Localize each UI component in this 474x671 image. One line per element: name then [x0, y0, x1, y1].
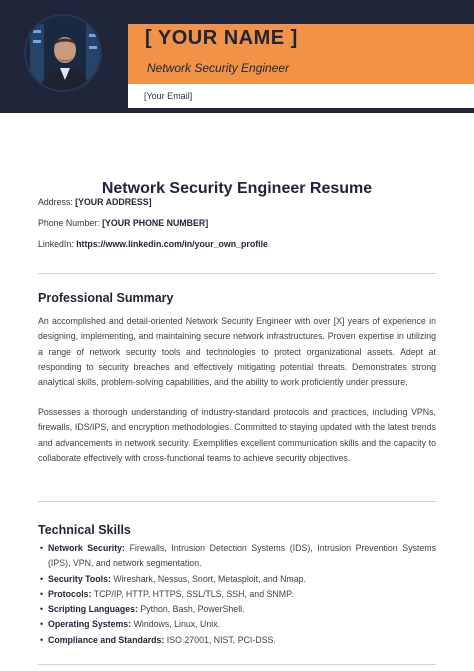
avatar: [24, 14, 102, 92]
divider: [38, 273, 436, 274]
linkedin-link[interactable]: https://www.linkedin.com/in/your_own_profile: [76, 239, 268, 249]
address-line: [38, 197, 152, 207]
skill-item: [40, 572, 436, 587]
phone-value: [YOUR PHONE NUMBER]: [102, 218, 209, 228]
skill-value: Wireshark, Nessus, Snort, Metasploit, and Nmap.: [113, 573, 306, 584]
linkedin-line: [38, 239, 268, 249]
skill-label: Operating Systems:: [48, 619, 132, 630]
summary-heading: Professional Summary: [38, 291, 174, 305]
email: [Your Email]: [144, 91, 193, 101]
skill-item: [40, 541, 436, 572]
skill-value: Firewalls, Intrusion Detection Systems (IDS), Intrusion Prevention Systems (IPS), VPN, and network segmentation.: [48, 543, 436, 569]
skill-label: Network Security:: [48, 543, 125, 553]
document-title: Network Security Engineer Resume: [101, 180, 373, 197]
address-value: [YOUR ADDRESS]: [75, 197, 152, 207]
phone-line: [38, 218, 208, 228]
divider: [38, 501, 436, 502]
skills-heading: Technical Skills: [38, 523, 131, 537]
skill-label: Security Tools:: [48, 573, 111, 584]
address-label: Address:: [38, 197, 73, 207]
resume-name: [ YOUR NAME ]: [145, 27, 298, 49]
skill-value: Windows, Linux, Unix.: [133, 619, 221, 630]
skill-value: ISO 27001, NIST, PCI-DSS.: [166, 634, 276, 645]
summary-paragraph-2: Possesses a thorough understanding of industry-standard protocols and practices, including VPNs, firewalls, IDS/IPS, and encryption methodologies. Committed to staying updated with the latest trends and advancements in network security. Exemplifies excellent communication skills and the capacity to collaborate effectively with cross-functional teams to achieve security objectives.: [38, 407, 436, 463]
job-title: Network Security Engineer: [147, 61, 290, 75]
skill-label: Protocols:: [48, 588, 92, 599]
skill-label: Compliance and Standards:: [48, 634, 165, 645]
skill-value: TCP/IP, HTTP, HTTPS, SSL/TLS, SSH, and SNMP.: [93, 588, 294, 599]
skills-list: [40, 541, 436, 648]
linkedin-label: LinkedIn:: [38, 239, 74, 249]
divider: [38, 664, 436, 665]
skill-item: [40, 602, 436, 617]
skill-item: [40, 633, 436, 648]
skill-value: Python, Bash, PowerShell.: [140, 604, 245, 615]
skill-item: [40, 587, 436, 602]
phone-label: Phone Number:: [38, 218, 100, 228]
summary-paragraph-1: An accomplished and detail-oriented Network Security Engineer with over [X] years of experience in designing, implementing, and maintaining secure network infrastructures. Proven expertise in utilizing a range of network security tools and technologies to protect organizational assets. Adept at responding to security breaches and effectively mitigating potential threats. Demonstrates strong analytical skills, problem-solving capabilities, and the ability to work proficiently under pressure.: [38, 316, 436, 388]
skill-label: Scripting Languages:: [48, 604, 138, 615]
skill-item: [40, 617, 436, 632]
